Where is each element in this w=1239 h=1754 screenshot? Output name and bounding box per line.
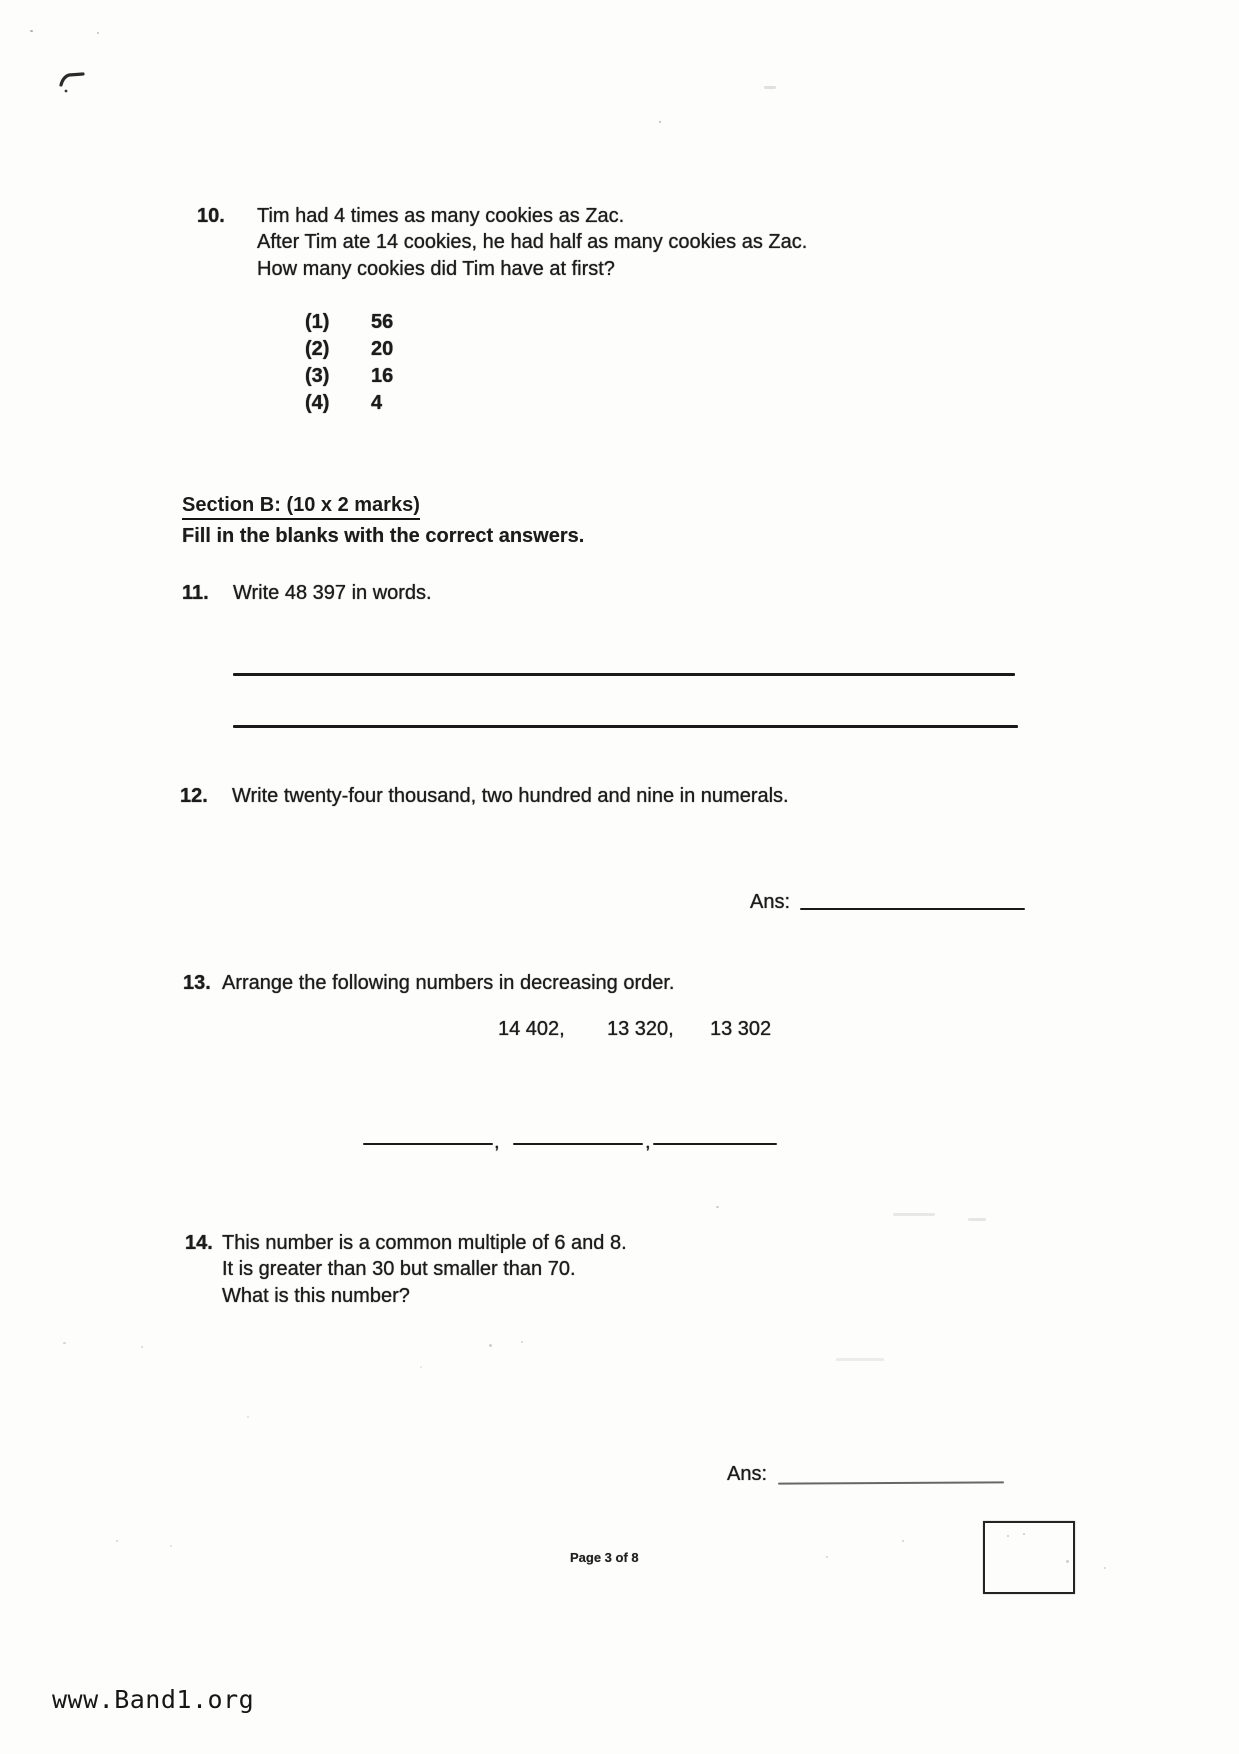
question-14-line-2: It is greater than 30 but smaller than 70. [222,1258,576,1280]
scan-speck [764,86,776,89]
question-13-blank-1 [363,1143,493,1145]
option-1-row [305,309,393,336]
option-2-row [305,336,393,363]
question-12-answer-line [800,908,1025,910]
question-13-number: 13. [183,972,211,994]
question-14-answer-line [778,1481,1004,1484]
option-3-label: (3) [305,365,330,387]
scan-speck [170,1545,172,1547]
question-13-blank-3 [653,1143,777,1145]
scan-speck [659,121,661,123]
question-14-ans-label: Ans: [727,1463,768,1485]
pen-curl-mark [58,66,88,94]
scan-speck [1066,1560,1069,1563]
scan-speck [420,1366,422,1368]
question-12-text: Write twenty-four thousand, two hundred and nine in numerals. [232,785,789,807]
question-10-line-3: How many cookies did Tim have at first? [257,258,615,280]
page-number-label: Page 3 of 8 [570,1550,639,1565]
question-13-numbers [498,1016,771,1042]
scan-speck [97,32,99,34]
option-4-label: (4) [305,392,330,414]
scan-speck [247,1416,249,1418]
question-13-blank-2 [513,1143,643,1145]
question-10-number: 10. [197,205,225,227]
question-14-line-1: This number is a common multiple of 6 and 8. [222,1232,627,1254]
question-12-number: 12. [180,785,208,807]
question-13-text: Arrange the following numbers in decreasing order. [222,972,675,994]
option-2-value: 20 [371,338,394,360]
question-10-options [305,309,393,417]
scan-speck [116,1540,118,1542]
question-13-comma-2: , [645,1131,651,1153]
option-1-label: (1) [305,311,330,333]
option-1-value: 56 [371,311,394,333]
scan-speck [1007,1535,1009,1537]
scan-speck [1104,1567,1106,1569]
option-2-label: (2) [305,338,330,360]
scan-speck [826,1556,828,1558]
number-3: 13 302 [710,1018,772,1040]
scan-speck [902,1540,904,1542]
option-3-row [305,363,393,390]
scan-speck [1023,1533,1025,1535]
scan-speck [141,1346,143,1348]
question-14-line-3: What is this number? [222,1285,410,1307]
question-11-answer-line-1 [233,673,1015,676]
scan-speck [968,1218,986,1221]
scan-speck [836,1358,884,1361]
option-4-value: 4 [371,392,383,414]
question-10-line-2: After Tim ate 14 cookies, he had half as many cookies as Zac. [257,231,808,253]
question-11-text: Write 48 397 in words. [233,582,432,604]
scan-speck [63,1342,66,1344]
question-10-line-1: Tim had 4 times as many cookies as Zac. [257,205,625,227]
question-12-ans-label: Ans: [750,891,791,913]
scan-speck [716,1206,719,1208]
question-11-answer-line-2 [233,725,1018,728]
section-b-instruction: Fill in the blanks with the correct answers. [182,525,585,547]
site-watermark: www.Band1.org [52,1685,255,1714]
question-13-comma-1: , [494,1131,500,1153]
scan-speck [893,1213,935,1216]
option-4-row [305,390,393,417]
section-b-title: Section B: (10 x 2 marks) [182,494,420,520]
marker-stamp-box [983,1521,1075,1594]
question-14-number: 14. [185,1232,213,1254]
scan-speck [521,1341,523,1343]
scan-speck [30,30,33,32]
number-2: 13 320, [607,1018,674,1040]
scan-speck [489,1344,492,1347]
option-3-value: 16 [371,365,394,387]
question-11-number: 11. [182,582,209,604]
number-1: 14 402, [498,1018,565,1040]
